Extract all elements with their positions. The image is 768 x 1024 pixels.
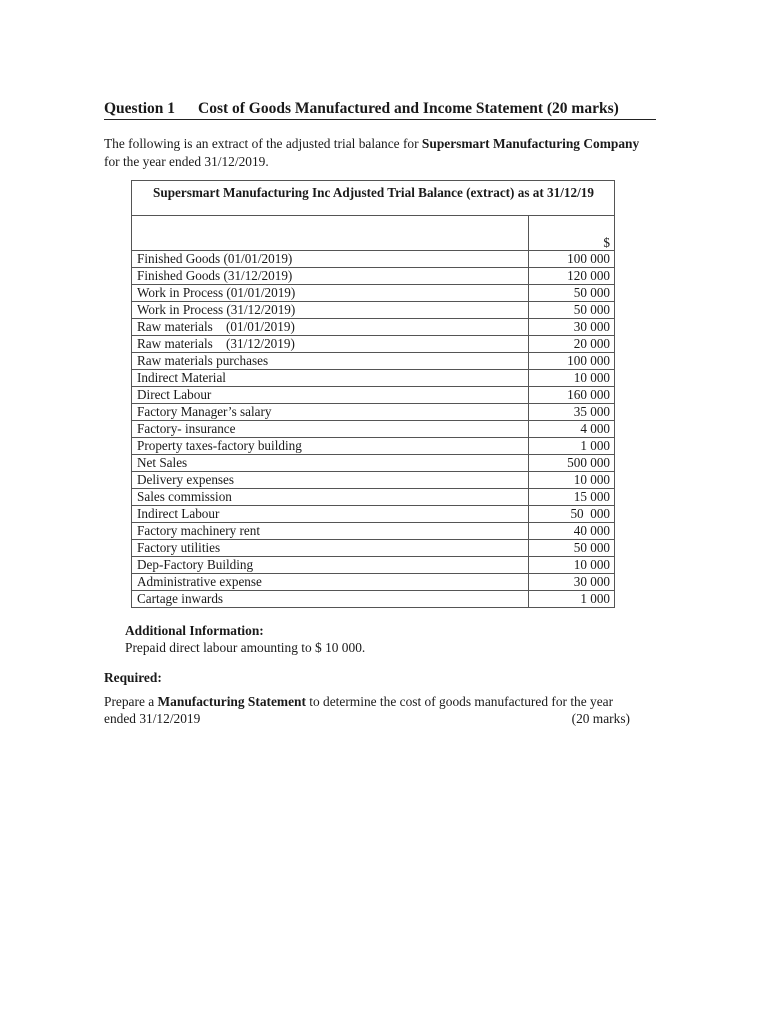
intro-company-name: Supersmart Manufacturing Company — [421, 136, 640, 151]
row-amount: 10 000 — [529, 557, 615, 574]
required-line-1 — [104, 693, 630, 710]
intro-text-pre: The following is an extract of the adjusted trial balance for — [104, 136, 422, 151]
row-amount: 40 000 — [529, 523, 615, 540]
additional-information — [125, 622, 365, 656]
row-amount: 50 000 — [529, 285, 615, 302]
row-amount: 10 000 — [529, 472, 615, 489]
table-row — [132, 591, 615, 608]
row-label: Direct Labour — [132, 387, 529, 404]
row-label: Dep-Factory Building — [132, 557, 529, 574]
required-post: to determine the cost of goods manufactured for the year — [305, 694, 614, 709]
question-number: Question 1 — [104, 100, 176, 117]
table-row — [132, 387, 615, 404]
table-row — [132, 268, 615, 285]
row-amount: 1 000 — [529, 438, 615, 455]
row-label: Sales commission — [132, 489, 529, 506]
required-line-2 — [104, 710, 630, 727]
row-label: Delivery expenses — [132, 472, 529, 489]
row-amount: 500 000 — [529, 455, 615, 472]
question-title: Cost of Goods Manufactured and Income Statement (20 marks) — [198, 100, 619, 117]
row-label: Factory- insurance — [132, 421, 529, 438]
row-label: Net Sales — [132, 455, 529, 472]
row-amount: 100 000 — [529, 251, 615, 268]
intro-text-post: for the year ended 31/12/2019. — [104, 154, 269, 169]
additional-title: Additional Information: — [125, 623, 264, 638]
row-amount: 1 000 — [529, 591, 615, 608]
trial-balance-table — [131, 180, 615, 608]
row-label: Factory Manager’s salary — [132, 404, 529, 421]
row-label: Indirect Material — [132, 370, 529, 387]
row-amount: 120 000 — [529, 268, 615, 285]
row-amount: 4 000 — [529, 421, 615, 438]
row-amount: 50 000 — [529, 506, 615, 523]
required-bold: Manufacturing Statement — [157, 694, 306, 709]
required-text — [104, 693, 630, 727]
row-label: Indirect Labour — [132, 506, 529, 523]
additional-text: Prepaid direct labour amounting to $ 10 000. — [125, 640, 366, 655]
row-amount: 30 000 — [529, 319, 615, 336]
table-row — [132, 251, 615, 268]
table-row — [132, 302, 615, 319]
row-amount: 35 000 — [529, 404, 615, 421]
table-row — [132, 421, 615, 438]
row-label: Property taxes-factory building — [132, 438, 529, 455]
table-row — [132, 353, 615, 370]
table-row — [132, 455, 615, 472]
question-heading — [104, 100, 656, 120]
row-amount: 50 000 — [529, 540, 615, 557]
header-label-cell — [132, 216, 529, 251]
row-amount: 50 000 — [529, 302, 615, 319]
table-row — [132, 370, 615, 387]
row-amount: 15 000 — [529, 489, 615, 506]
required-title: Required: — [104, 670, 162, 685]
intro-paragraph — [104, 135, 644, 171]
row-amount: 160 000 — [529, 387, 615, 404]
row-label: Factory machinery rent — [132, 523, 529, 540]
row-label: Factory utilities — [132, 540, 529, 557]
row-amount: 10 000 — [529, 370, 615, 387]
row-amount: 20 000 — [529, 336, 615, 353]
row-label: Finished Goods (31/12/2019) — [132, 268, 529, 285]
row-label: Raw materials (01/01/2019) — [132, 319, 529, 336]
table-row — [132, 489, 615, 506]
row-label: Raw materials (31/12/2019) — [132, 336, 529, 353]
table-header-row — [132, 216, 615, 251]
table-row — [132, 404, 615, 421]
table-row — [132, 506, 615, 523]
required-marks: (20 marks) — [571, 711, 630, 726]
table-row — [132, 557, 615, 574]
table-row — [132, 285, 615, 302]
table-row — [132, 438, 615, 455]
row-label: Work in Process (01/01/2019) — [132, 285, 529, 302]
table-row — [132, 472, 615, 489]
row-label: Finished Goods (01/01/2019) — [132, 251, 529, 268]
table-row — [132, 574, 615, 591]
row-amount: 30 000 — [529, 574, 615, 591]
table-row — [132, 523, 615, 540]
currency-header: $ — [529, 216, 615, 251]
table-title: Supersmart Manufacturing Inc Adjusted Trial Balance (extract) as at 31/12/19 — [132, 181, 615, 216]
row-label: Administrative expense — [132, 574, 529, 591]
required-pre: Prepare a — [104, 694, 158, 709]
required-date: ended 31/12/2019 — [104, 711, 201, 726]
table-row — [132, 540, 615, 557]
table-title-row — [132, 181, 615, 216]
row-label: Raw materials purchases — [132, 353, 529, 370]
table-row — [132, 319, 615, 336]
row-amount: 100 000 — [529, 353, 615, 370]
row-label: Work in Process (31/12/2019) — [132, 302, 529, 319]
row-label: Cartage inwards — [132, 591, 529, 608]
table-row — [132, 336, 615, 353]
